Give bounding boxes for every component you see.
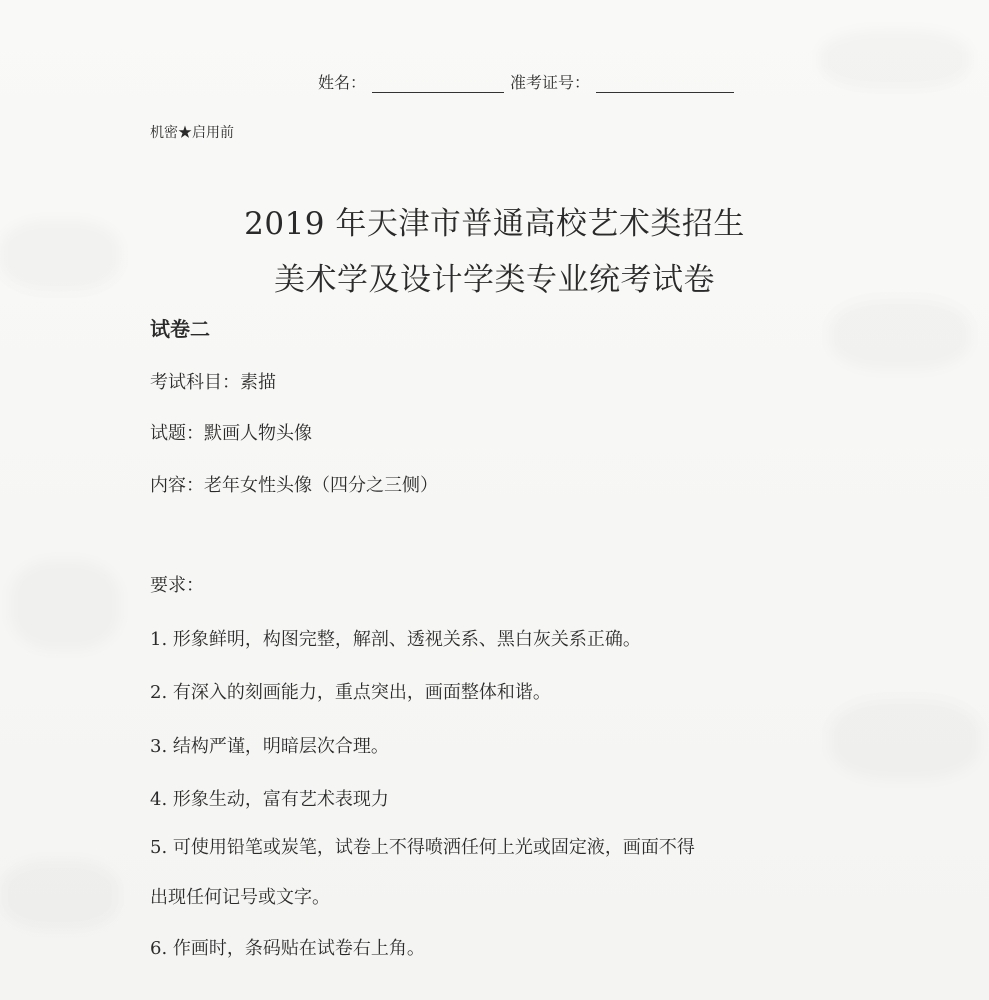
watermark-smudge — [0, 860, 120, 930]
exam-subject: 考试科目：素描 — [150, 372, 276, 393]
confidential-marker: 机密★启用前 — [150, 125, 234, 141]
requirement-item: 1. 形象鲜明，构图完整，解剖、透视关系、黑白灰关系正确。 — [150, 629, 641, 650]
page-title-line-1: 2019 年天津市普通高校艺术类招生 — [244, 206, 745, 242]
requirement-item-continuation: 出现任何记号或文字。 — [150, 887, 330, 908]
requirement-item: 6. 作画时，条码贴在试卷右上角。 — [150, 938, 425, 959]
watermark-smudge — [830, 700, 980, 780]
name-blank-field — [372, 74, 504, 93]
requirement-item: 3. 结构严谨，明暗层次合理。 — [150, 736, 389, 757]
exam-content: 内容：老年女性头像（四分之三侧） — [150, 475, 438, 496]
paper-label: 试卷二 — [150, 317, 210, 341]
requirement-item: 2. 有深入的刻画能力，重点突出，画面整体和谐。 — [150, 682, 551, 703]
watermark-smudge — [10, 560, 120, 650]
watermark-smudge — [830, 300, 970, 370]
exam-number-label: 准考证号： — [510, 73, 591, 92]
watermark-smudge — [820, 30, 970, 90]
requirement-item: 5. 可使用铅笔或炭笔，试卷上不得喷洒任何上光或固定液，画面不得 — [150, 837, 695, 858]
name-label: 姓名： — [318, 73, 367, 92]
candidate-info-line — [318, 70, 740, 93]
requirement-item: 4. 形象生动，富有艺术表现力 — [150, 789, 389, 810]
exam-question: 试题：默画人物头像 — [150, 423, 312, 444]
page-title-line-2: 美术学及设计学类专业统考试卷 — [274, 262, 715, 298]
exam-number-blank-field — [596, 74, 734, 93]
requirements-heading: 要求： — [150, 575, 204, 596]
